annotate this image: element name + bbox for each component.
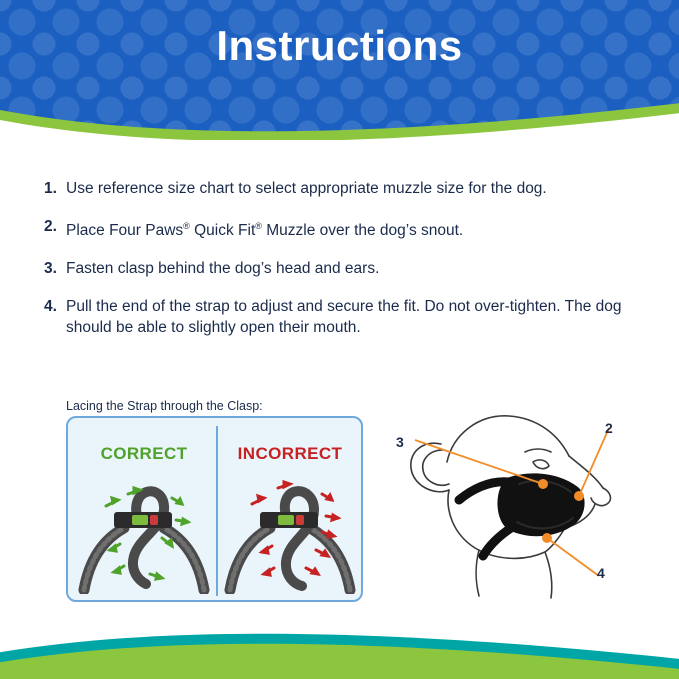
registered-mark: ® (255, 221, 262, 231)
steps-list (44, 178, 644, 355)
correct-label: CORRECT (100, 444, 188, 463)
step-text (66, 216, 463, 241)
step-text-part: Place Four Paws (66, 222, 184, 240)
step-number: 3. (44, 260, 57, 278)
correct-lacing-illustration (76, 470, 212, 594)
registered-mark: ® (183, 221, 190, 231)
page-title: Instructions (216, 22, 463, 69)
lacing-panel (66, 416, 363, 602)
incorrect-label: INCORRECT (237, 444, 343, 463)
step-item (44, 178, 644, 199)
step-number: 1. (44, 180, 57, 197)
step-number: 4. (44, 298, 57, 316)
step-text: Use reference size chart to select appropriate muzzle size for the dog. (66, 180, 547, 197)
incorrect-lacing-illustration (222, 470, 358, 594)
panel-divider (216, 426, 218, 596)
step-text-part: Muzzle over the dog’s snout. (261, 222, 464, 240)
header-swoosh-divider (0, 96, 679, 140)
step-item (44, 216, 644, 241)
lacing-caption: Lacing the Strap through the Clasp: (66, 399, 263, 413)
dog-head-muzzle-diagram (383, 400, 633, 605)
step-text: Fasten clasp behind the dog’s head and ears. (66, 260, 380, 278)
step-number: 2. (44, 218, 57, 235)
step-item (44, 258, 644, 279)
callout-label-3: 3 (396, 434, 404, 450)
callout-label-4: 4 (597, 565, 605, 581)
footer-swoosh-divider (0, 620, 679, 679)
step-text-part: Quick Fit (189, 222, 256, 240)
step-item (44, 296, 644, 338)
step-text: Pull the end of the strap to adjust and secure the fit. Do not over-tighten. The dog should be able to slightly open their mouth. (66, 298, 622, 337)
callout-label-2: 2 (605, 420, 613, 436)
header-banner (0, 0, 679, 140)
